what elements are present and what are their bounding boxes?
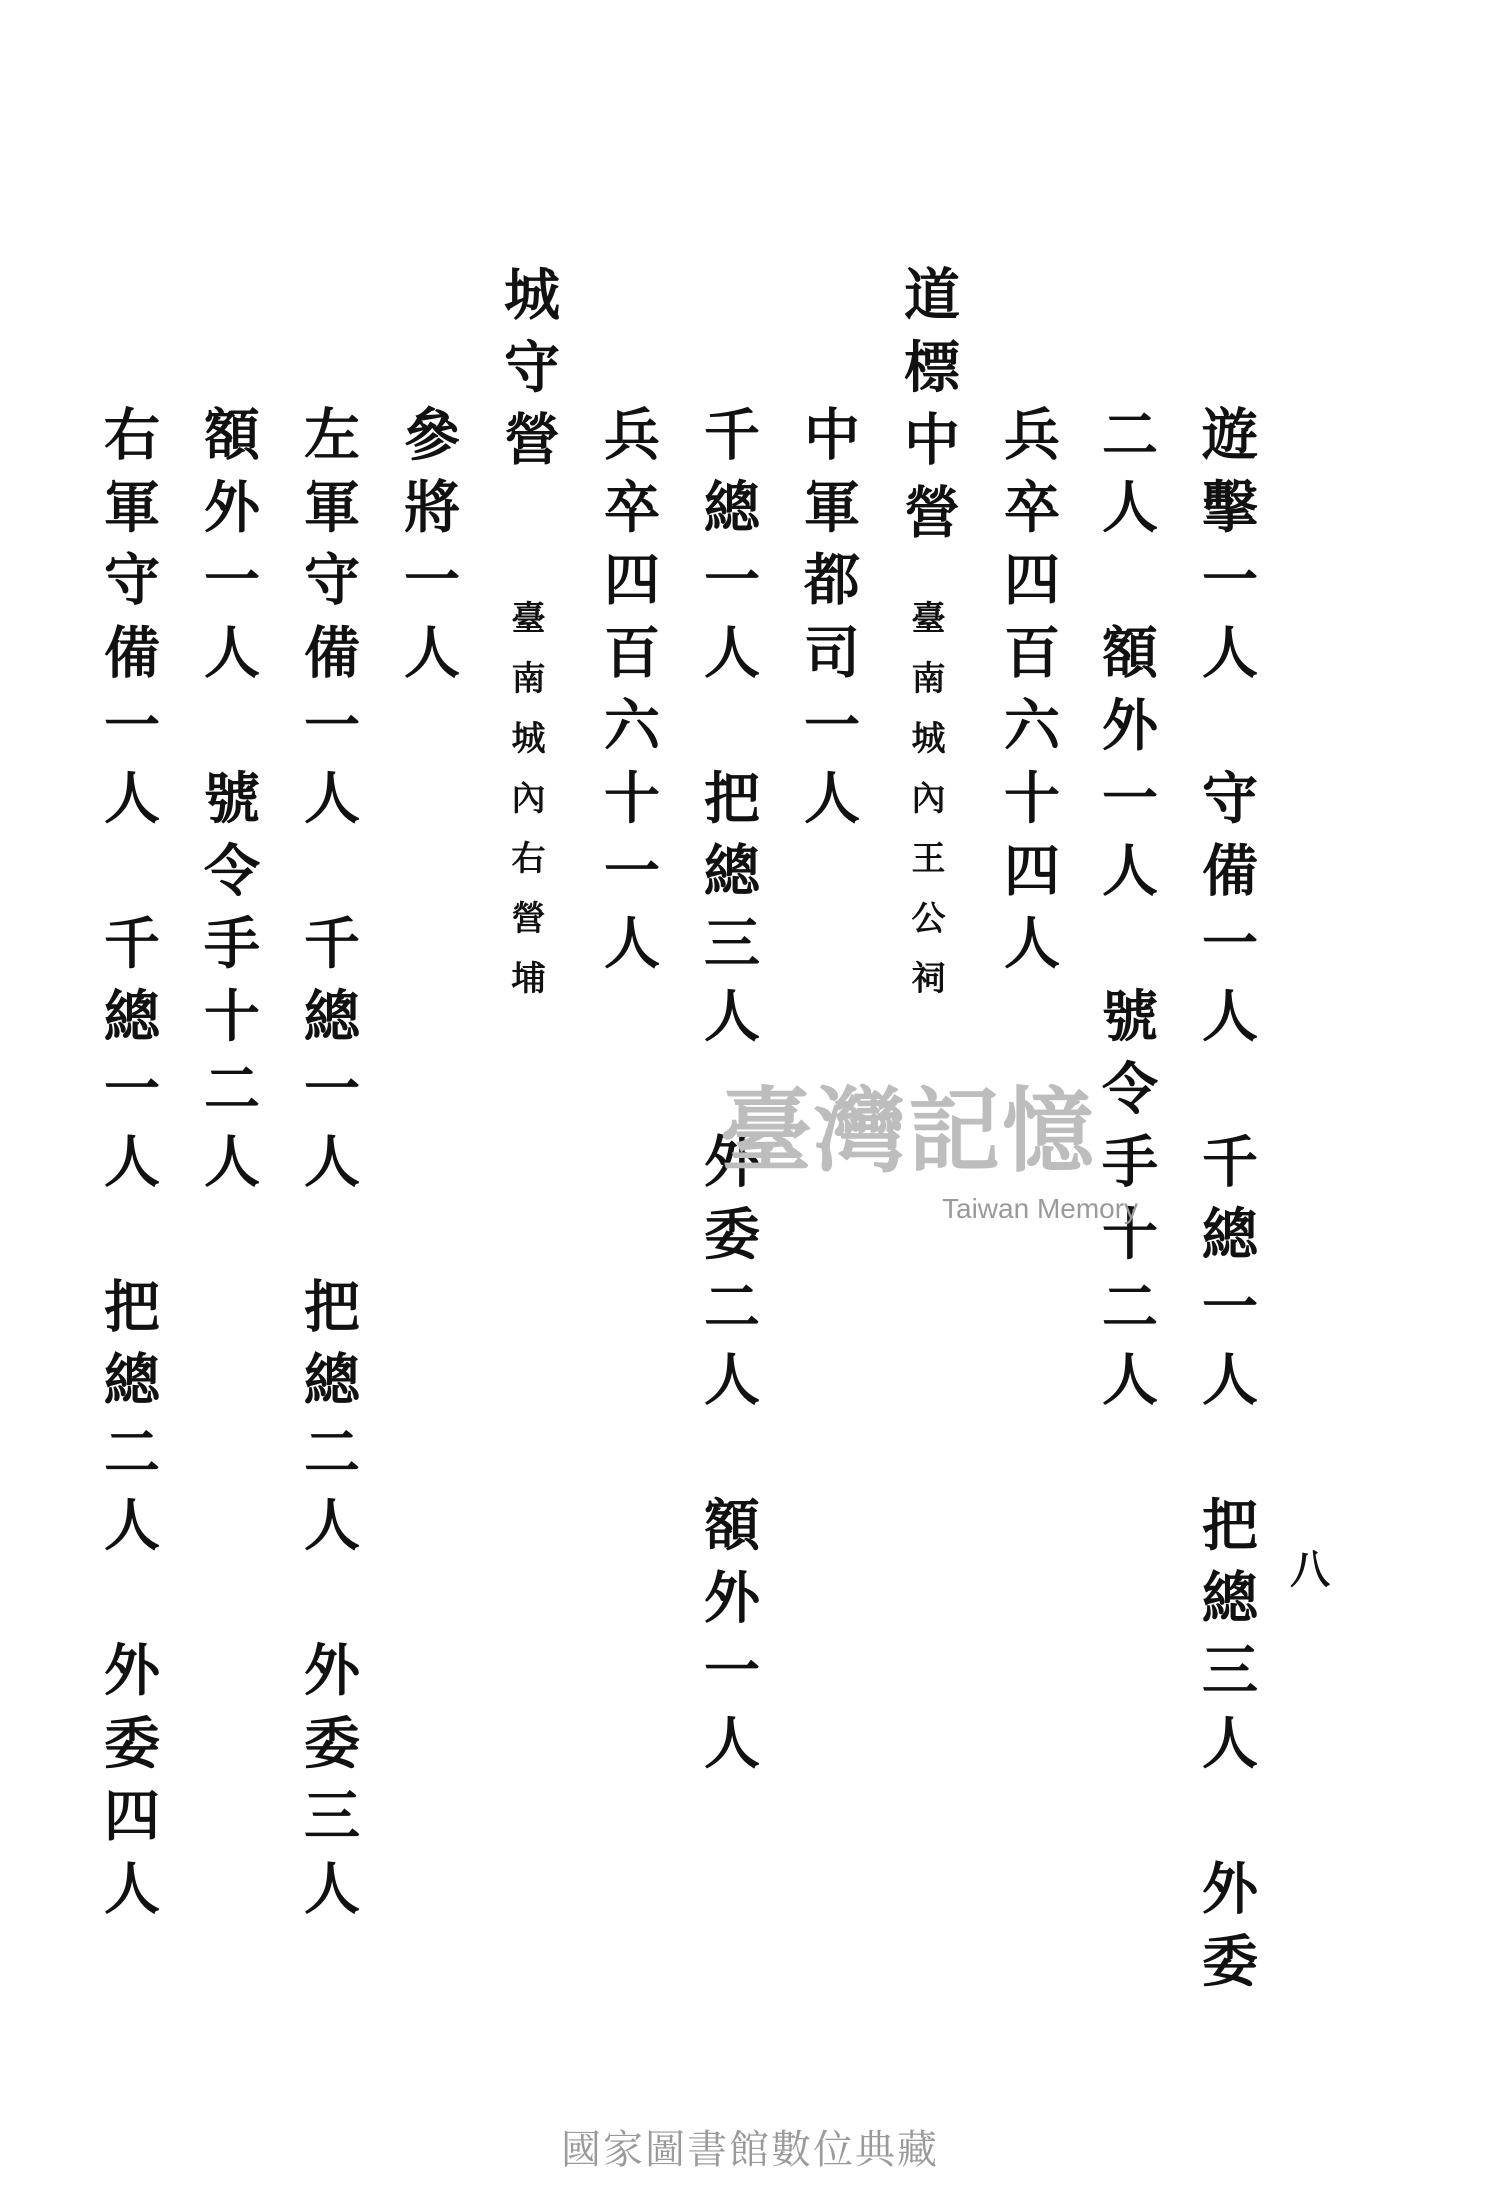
text-column: 二人 額外一人 號令手十二人: [1093, 405, 1159, 1423]
watermark: [720, 1077, 1200, 1224]
text-column: 千總一人 把總三人 外委二人 額外一人: [695, 405, 761, 1787]
text-column: 左軍守備一人 千總一人 把總二人 外委三人: [295, 405, 361, 1932]
text-column: 兵卒四百六十四人: [995, 405, 1061, 987]
location-note: 臺南城內王公祠: [905, 600, 945, 1020]
text-column: 右軍守備一人 千總一人 把總二人 外委四人: [95, 405, 161, 1932]
location-note: 臺南城內右營埔: [505, 600, 545, 1020]
text-column: 額外一人 號令手十二人: [195, 405, 261, 1205]
watermark-text-cn: 臺灣記憶: [720, 1077, 1097, 1185]
footer-caption: 國家圖書館數位典藏: [561, 2127, 939, 2173]
text-column: 遊擊一人 守備一人 千總一人 把總三人 外委: [1193, 405, 1259, 2005]
text-column: 兵卒四百六十一人: [595, 405, 661, 987]
section-heading: 城守營: [495, 265, 561, 484]
text-column: 中軍都司一人: [795, 405, 861, 842]
page-number: 八: [1290, 1546, 1330, 1593]
text-column: 參將一人: [395, 405, 461, 696]
watermark-text-en: Taiwan Memory: [942, 1193, 1139, 1224]
section-heading: 道標中營: [895, 265, 961, 556]
